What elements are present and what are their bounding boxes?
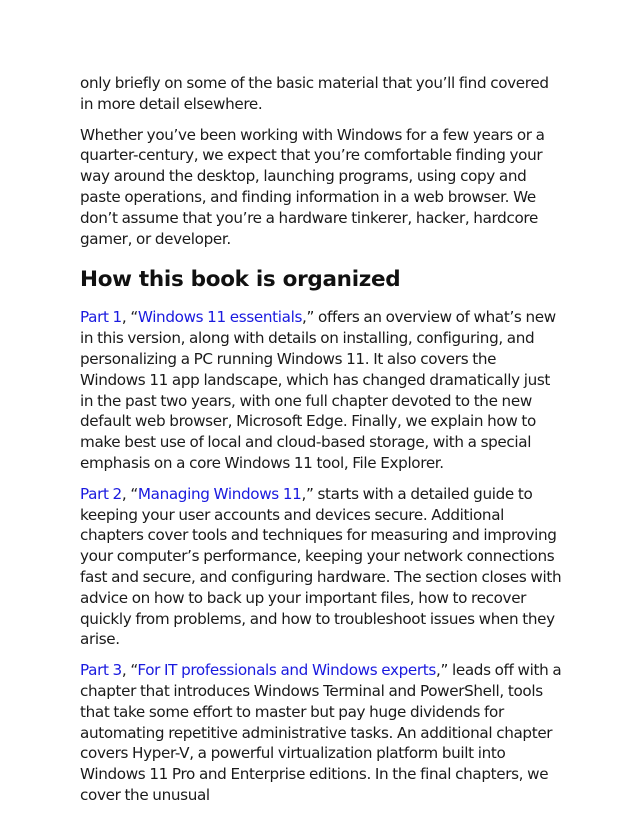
part-3-paragraph	[80, 660, 564, 806]
part-2-paragraph	[80, 484, 564, 650]
part-2-body: ,” starts with a detailed guide to keeping your user accounts and devices secure. Additional chapters cover tools and techniques for measuring and improving your computer’s performance, keeping your network connections fast and secure, and configuring hardware. The section closes with advice on how to back up your important files, how to recover quickly from problems, and how to troubleshoot issues when they arise.	[80, 484, 562, 649]
part-1-paragraph	[80, 307, 564, 473]
part-1-separator: , “	[121, 308, 138, 327]
part-1-link[interactable]: Part 1	[80, 308, 122, 327]
section-heading: How this book is organized	[80, 267, 401, 293]
document-page	[80, 73, 564, 816]
intro-paragraph-1: only briefly on some of the basic material that you’ll find covered in more detail elsewhere.	[80, 74, 549, 113]
part-2-separator: , “	[121, 484, 138, 503]
part-3-title-link[interactable]: For IT professionals and Windows experts	[137, 661, 436, 680]
part-2-title-link[interactable]: Managing Windows 11	[137, 484, 302, 503]
part-1-body: ,” offers an overview of what’s new in this version, along with details on installing, configuring, and personalizing a PC running Windows 11. It also covers the Windows 11 app landscape, which has changed dramatically just in the past two years, with one full chapter devoted to the new default web browser, Microsoft Edge. Finally, we explain how to make best use of local and cloud-based storage, with a special emphasis on a core Windows 11 tool, File Explorer.	[80, 308, 556, 472]
part-1-title-link[interactable]: Windows 11 essentials	[137, 308, 303, 327]
part-2-link[interactable]: Part 2	[80, 484, 122, 503]
intro-paragraph-2: Whether you’ve been working with Windows for a few years or a quarter-century, we expect that you’re comfortable finding your way around the desktop, launching programs, using copy and paste operations, and finding information in a web browser. We don’t assume that you’re a hardware tinkerer, hacker, hardcore gamer, or developer.	[80, 125, 545, 248]
part-3-separator: , “	[121, 661, 138, 680]
part-3-link[interactable]: Part 3	[80, 661, 122, 680]
part-3-body: ,” leads off with a chapter that introduces Windows Terminal and PowerShell, tools that take some effort to master but pay huge dividends for automating repetitive administrative tasks. An additional chapter covers Hyper-V, a powerful virtualization platform built into Windows 11 Pro and Enterprise editions. In the final chapters, we cover the unusual	[80, 661, 562, 804]
